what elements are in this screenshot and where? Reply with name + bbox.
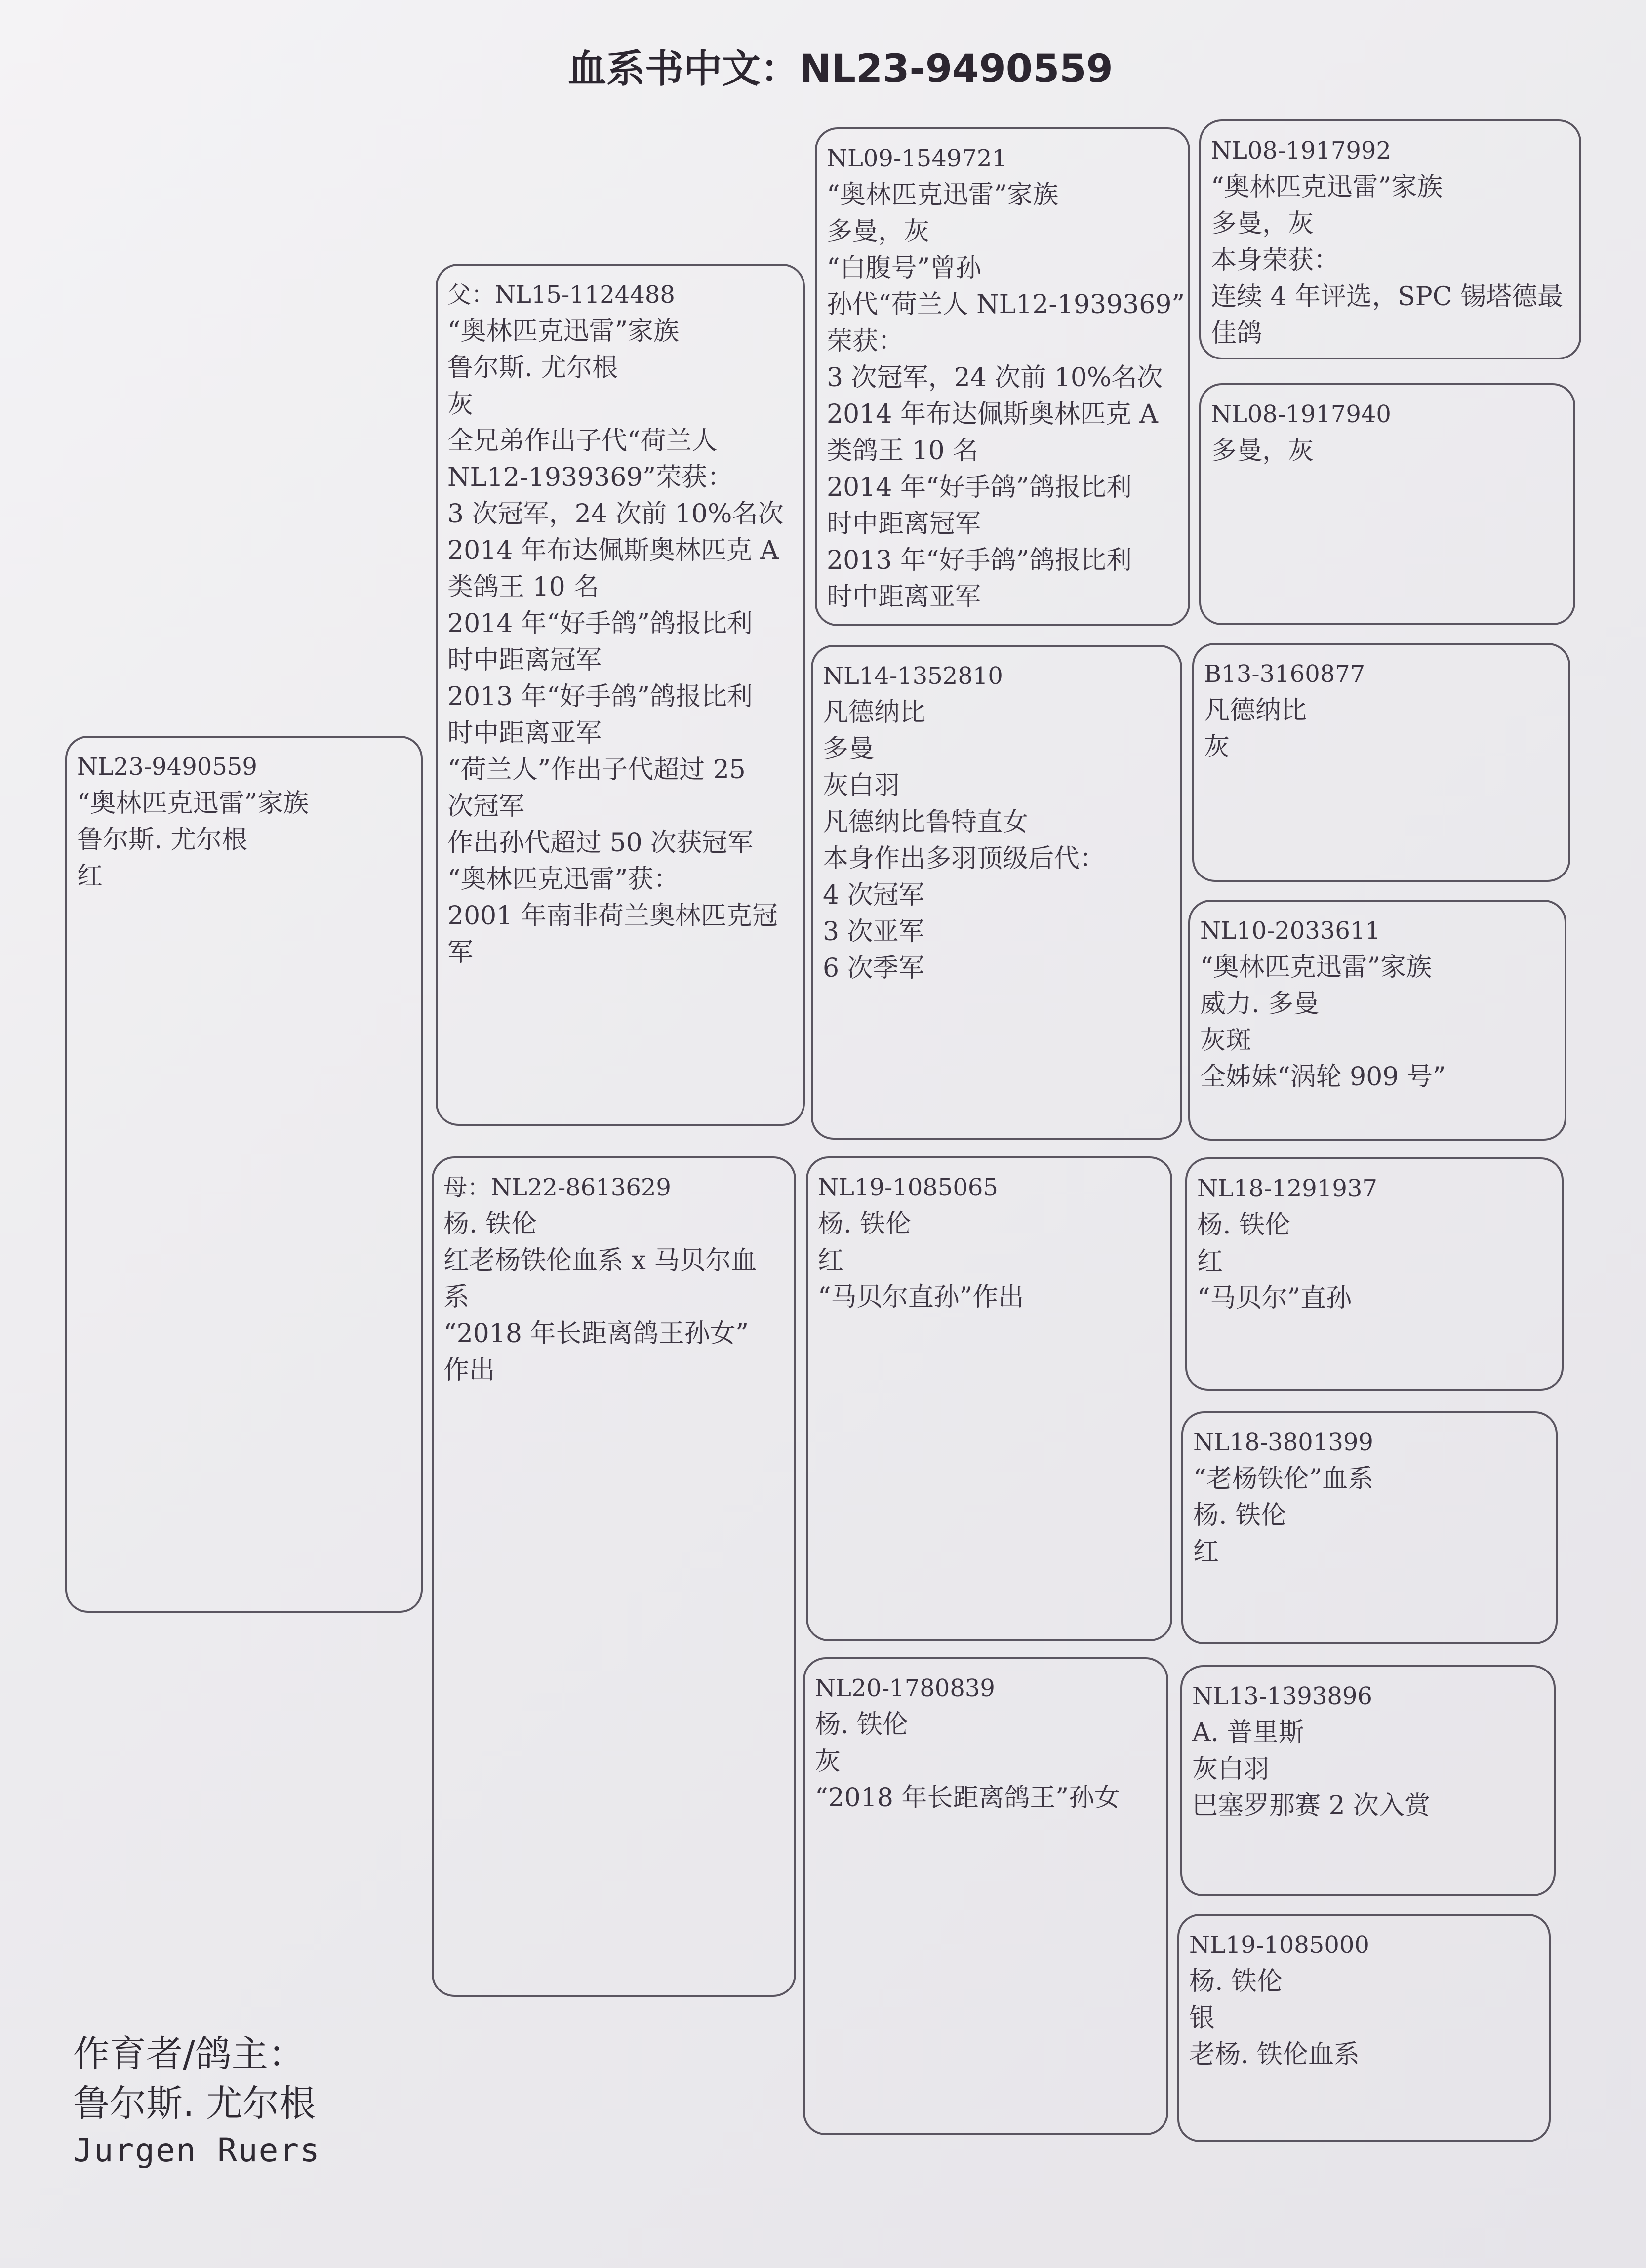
- grandparent-card-ds: [806, 1156, 1172, 1641]
- card-line: 类鸽王 10 名: [447, 572, 600, 602]
- ring-number: NL19-1085000: [1189, 1931, 1369, 1959]
- card-line: 多曼，灰: [1211, 209, 1314, 239]
- card-line: 杨. 铁伦: [1193, 1501, 1287, 1530]
- card-line: 3 次亚军: [823, 917, 924, 947]
- card-line: 3 次冠军，24 次前 10%名次: [827, 363, 1163, 393]
- card-line: “奥林匹克迅雷”家族: [77, 789, 309, 818]
- card-line: 多曼: [823, 734, 875, 764]
- card-line: “马贝尔直孙”作出: [818, 1282, 1024, 1312]
- card-line: 本身荣获：: [1211, 245, 1340, 275]
- breeder-name-en: Jurgen Ruers: [73, 2131, 321, 2169]
- grandparent-card-ss: [815, 127, 1190, 626]
- card-line: “马贝尔”直孙: [1197, 1283, 1352, 1313]
- card-line: 作出孙代超过 50 次获冠军: [447, 828, 754, 858]
- card-line: 灰: [815, 1747, 841, 1776]
- great-grandparent-card-sss: [1199, 119, 1581, 359]
- ring-number: NL18-1291937: [1197, 1175, 1377, 1202]
- great-grandparent-card-sds: [1192, 643, 1570, 882]
- card-line: 鲁尔斯. 尤尔根: [77, 825, 248, 855]
- card-line: 灰白羽: [1192, 1754, 1270, 1784]
- card-line: 多曼，灰: [827, 217, 930, 246]
- card-line: 荣获：: [827, 326, 904, 356]
- card-line: “2018 年长距离鸽王孙女”: [443, 1319, 749, 1349]
- card-line: “荷兰人”作出子代超过 25: [447, 755, 746, 785]
- ring-number: NL13-1393896: [1192, 1682, 1372, 1710]
- card-line: 灰: [1204, 732, 1230, 762]
- grandparent-card-dd: [803, 1657, 1168, 2135]
- card-line: 银: [1189, 2003, 1215, 2033]
- card-line: “奥林匹克迅雷”家族: [1211, 172, 1443, 202]
- card-line: 凡德纳比: [823, 698, 926, 727]
- card-line: 全姊妹“涡轮 909 号”: [1200, 1062, 1446, 1092]
- card-line: 2014 年布达佩斯奥林匹克 A: [447, 536, 779, 565]
- card-line: 红老杨铁伦血系 x 马贝尔血: [443, 1246, 757, 1275]
- dam-card: [432, 1156, 796, 1997]
- ring-number: NL08-1917940: [1211, 400, 1391, 428]
- card-line: “奥林匹克迅雷”家族: [827, 180, 1059, 210]
- subject-card: [65, 736, 423, 1613]
- card-line: 佳鸽: [1211, 318, 1263, 348]
- card-line: 2014 年“好手鸽”鸽报比利: [827, 473, 1132, 502]
- card-line: 红: [818, 1246, 844, 1275]
- card-line: 多曼，灰: [1211, 436, 1314, 466]
- great-grandparent-card-ddd: [1177, 1914, 1551, 2142]
- card-line: NL12-1939369”荣获：: [447, 463, 733, 492]
- card-line: 全兄弟作出子代“荷兰人: [447, 426, 718, 456]
- card-line: 作出: [443, 1355, 495, 1385]
- card-line: 2014 年“好手鸽”鸽报比利: [447, 609, 753, 638]
- card-line: 灰斑: [1200, 1026, 1252, 1055]
- breeder-block: [73, 2029, 321, 2173]
- great-grandparent-card-dds: [1180, 1665, 1556, 1896]
- card-line: 巴塞罗那赛 2 次入赏: [1192, 1791, 1431, 1821]
- card-line: 2014 年布达佩斯奥林匹克 A: [827, 399, 1158, 429]
- great-grandparent-card-ssd: [1199, 383, 1575, 625]
- grandparent-card-sd: [811, 645, 1182, 1140]
- breeder-name: 鲁尔斯. 尤尔根: [73, 2082, 316, 2125]
- card-line: 2001 年南非荷兰奥林匹克冠: [447, 901, 778, 931]
- sire-card: [436, 264, 805, 1126]
- card-line: 老杨. 铁伦血系: [1189, 2040, 1360, 2069]
- card-line: 时中距离冠军: [447, 645, 602, 675]
- card-line: 凡德纳比: [1204, 696, 1307, 725]
- card-line: 2013 年“好手鸽”鸽报比利: [447, 682, 753, 712]
- card-line: 军: [447, 938, 474, 967]
- card-line: “老杨铁伦”血系: [1193, 1464, 1374, 1494]
- card-line: 孙代“荷兰人 NL12-1939369”: [827, 290, 1185, 319]
- card-line: 次冠军: [447, 792, 525, 821]
- card-line: 红: [77, 862, 103, 891]
- card-line: 3 次冠军，24 次前 10%名次: [447, 499, 784, 529]
- card-line: 红: [1193, 1537, 1219, 1567]
- ring-number: 父：NL15-1124488: [447, 281, 675, 309]
- card-line: 杨. 铁伦: [443, 1209, 537, 1239]
- ring-number: NL18-3801399: [1193, 1429, 1373, 1456]
- ring-number: NL23-9490559: [77, 753, 257, 781]
- card-line: 本身作出多羽顶级后代：: [823, 844, 1106, 874]
- card-line: 威力. 多曼: [1200, 989, 1320, 1019]
- great-grandparent-card-dss: [1185, 1157, 1564, 1391]
- card-line: 时中距离冠军: [827, 509, 981, 539]
- great-grandparent-card-sdd: [1188, 900, 1566, 1141]
- card-line: 杨. 铁伦: [1197, 1210, 1291, 1240]
- great-grandparent-card-dsd: [1181, 1411, 1558, 1644]
- card-line: 杨. 铁伦: [815, 1710, 909, 1740]
- card-line: 鲁尔斯. 尤尔根: [447, 353, 618, 383]
- card-line: “奥林匹克迅雷”获：: [447, 865, 680, 894]
- card-line: A. 普里斯: [1192, 1718, 1304, 1748]
- ring-number: 母：NL22-8613629: [443, 1174, 671, 1201]
- ring-number: NL14-1352810: [823, 662, 1003, 690]
- card-line: 凡德纳比鲁特直女: [823, 807, 1029, 837]
- card-line: “2018 年长距离鸽王”孙女: [815, 1783, 1121, 1813]
- card-line: “奥林匹克迅雷”家族: [447, 317, 680, 346]
- page-title: 血系书中文：NL23-9490559: [568, 47, 1113, 91]
- card-line: 连续 4 年评选，SPC 锡塔德最: [1211, 282, 1564, 312]
- card-line: 时中距离亚军: [827, 582, 981, 612]
- card-line: 灰: [447, 390, 474, 419]
- ring-number: NL20-1780839: [815, 1674, 995, 1702]
- card-line: “奥林匹克迅雷”家族: [1200, 953, 1432, 982]
- card-line: 6 次季军: [823, 954, 924, 983]
- card-line: “白腹号”曾孙: [827, 253, 982, 283]
- card-line: 类鸽王 10 名: [827, 436, 979, 466]
- card-line: 系: [443, 1282, 470, 1312]
- card-line: 4 次冠军: [823, 880, 924, 910]
- ring-number: NL19-1085065: [818, 1174, 998, 1201]
- ring-number: NL08-1917992: [1211, 137, 1391, 164]
- ring-number: B13-3160877: [1204, 660, 1365, 688]
- card-line: 时中距离亚军: [447, 718, 602, 748]
- card-line: 2013 年“好手鸽”鸽报比利: [827, 546, 1132, 575]
- card-line: 灰白羽: [823, 771, 900, 800]
- card-line: 杨. 铁伦: [1189, 1967, 1283, 1996]
- ring-number: NL09-1549721: [827, 145, 1007, 172]
- ring-number: NL10-2033611: [1200, 917, 1380, 945]
- breeder-label: 作育者/鸽主：: [73, 2033, 305, 2075]
- card-line: 红: [1197, 1247, 1223, 1276]
- card-line: 杨. 铁伦: [818, 1209, 912, 1239]
